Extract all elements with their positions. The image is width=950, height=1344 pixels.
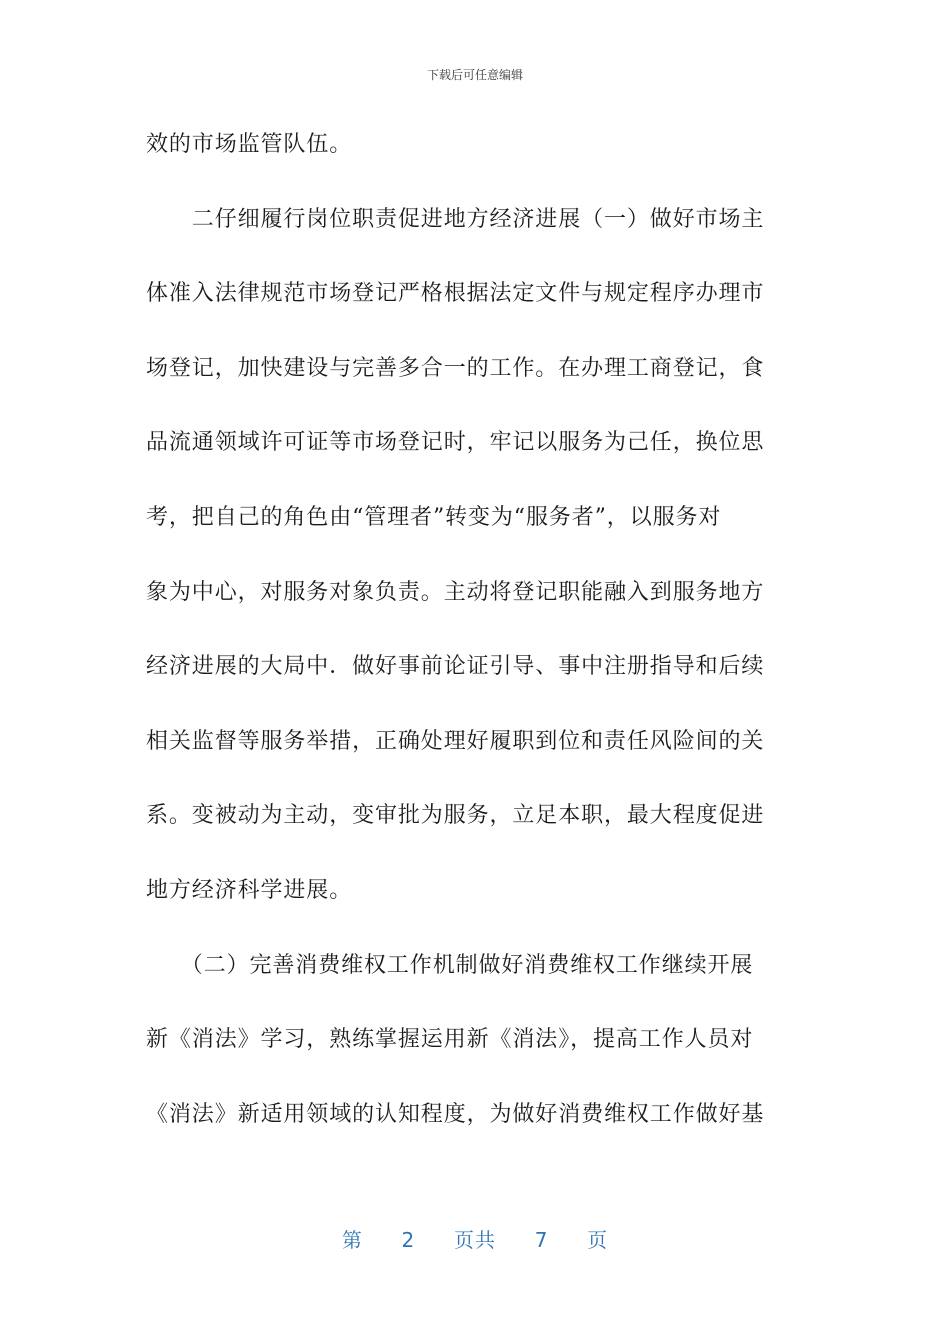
body-line: 二仔细履行岗位职责促进地方经济进展（一）做好市场主: [146, 206, 765, 232]
body-line: 系。变被动为主动，变审批为服务，立足本职，最大程度促进: [146, 803, 765, 829]
body-line: 考，把自己的角色由“管理者”转变为“服务者”，以服务对: [146, 504, 722, 530]
total-pages-number: 7: [534, 1228, 549, 1252]
body-line: 象为中心，对服务对象负责。主动将登记职能融入到服务地方: [146, 579, 765, 605]
current-page-number: 2: [401, 1228, 416, 1252]
footer-suffix: 页: [587, 1228, 609, 1252]
body-line: 体准入法律规范市场登记严格根据法定文件与规定程序办理市: [146, 281, 765, 307]
page-footer: [0, 1224, 950, 1253]
body-line: 《消法》新适用领域的认知程度，为做好消费维权工作做好基: [146, 1101, 765, 1127]
body-line: 新《消法》学习，熟练掌握运用新《消法》，提高工作人员对: [146, 1027, 754, 1053]
body-line: 地方经济科学进展。: [146, 877, 353, 903]
footer-middle: 页共: [454, 1228, 496, 1252]
body-line: 相关监督等服务举措，正确处理好履职到位和责任风险间的关: [146, 728, 765, 754]
body-line: 场登记，加快建设与完善多合一的工作。在办理工商登记，食: [146, 355, 765, 381]
body-line: 效的市场监管队伍。: [146, 132, 353, 157]
body-line: 经济进展的大局中．做好事前论证引导、事中注册指导和后续: [146, 654, 765, 680]
body-line: 品流通领域许可证等市场登记时，牢记以服务为己任，换位思: [146, 430, 765, 456]
body-line: （二）完善消费维权工作机制做好消费维权工作继续开展: [146, 952, 754, 978]
document-body: [146, 120, 806, 1164]
footer-prefix: 第: [341, 1228, 363, 1252]
page-header: 下载后可任意编辑: [426, 68, 523, 82]
